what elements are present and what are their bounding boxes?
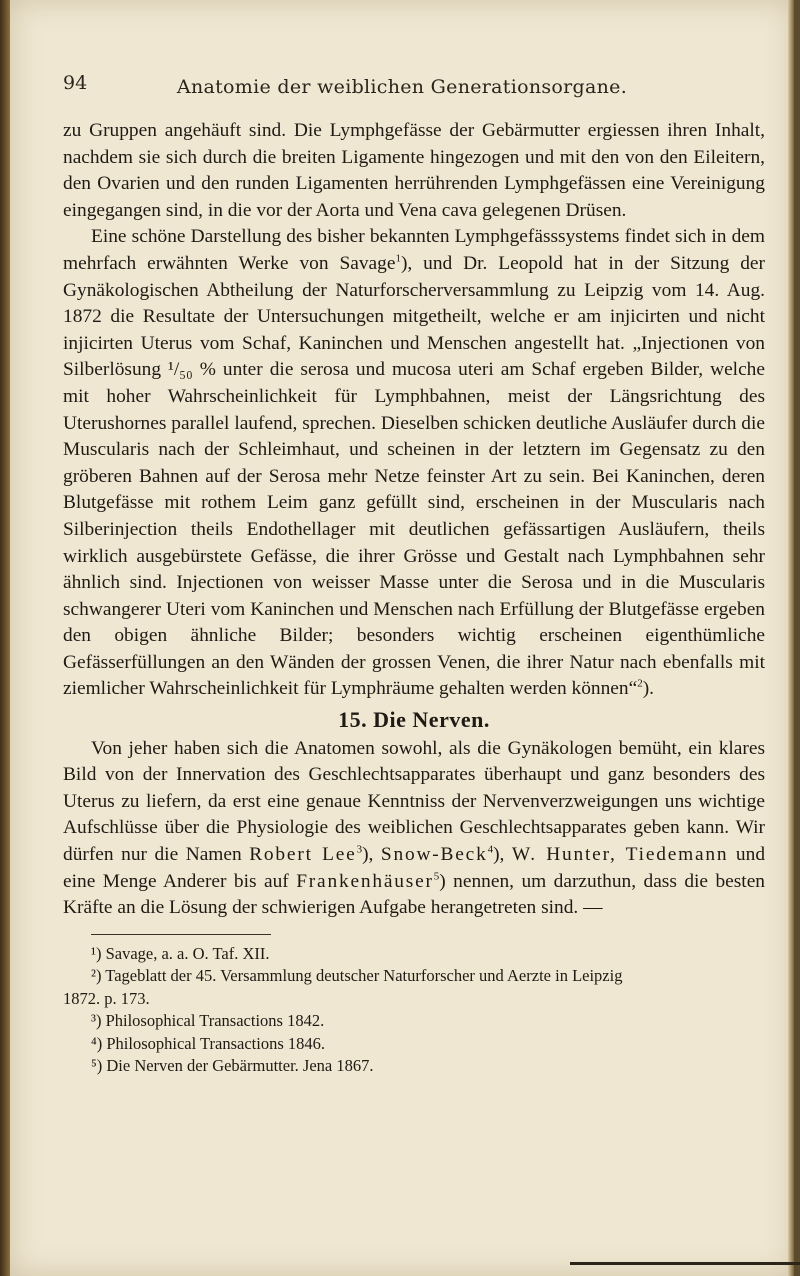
book-page: [10, 0, 794, 1276]
section-heading: 15. Die Nerven.: [338, 707, 490, 733]
footnote: ³) Philosophical Transactions 1842.: [91, 1011, 325, 1031]
binding-shadow: [570, 1262, 800, 1265]
text-run: ),: [493, 844, 512, 866]
footnote-ref-5: 5: [433, 870, 440, 883]
paragraph-lymph-vessels: zu Gruppen angehäuft sind. Die Lymphgefässe der Gebärmutter ergiessen ihren Inhalt, nachdem sie sich durch die breiten Ligamente hingezogen und mit den von den Eileitern, den Ovarien und den runden Ligamenten herrührenden Lymphgefässen eine Vereinigung eingegangen sind, in die vor der Aorta und Vena cava gelegenen Drüsen.: [63, 120, 765, 221]
footnote-ref-2: 2: [637, 678, 643, 690]
running-title: Anatomie der weiblichen Generationsorgane.: [176, 76, 628, 98]
book-gutter: [0, 0, 10, 1276]
footnote-ref-3: 3: [356, 843, 363, 856]
text-run: ).: [642, 678, 655, 700]
text-run: und eine Menge Anderer bis auf: [63, 844, 766, 892]
footnote-divider: [91, 934, 271, 935]
author-name: Snow-Beck: [380, 844, 488, 866]
footnote: ¹) Savage, a. a. O. Taf. XII.: [91, 943, 270, 963]
author-name: W. Hunter, Tiedemann: [511, 844, 729, 866]
author-name: Frankenhäuser: [296, 870, 434, 892]
footnote: ⁴) Philosophical Transactions 1846.: [91, 1033, 326, 1053]
fraction: ¹/₅₀ %: [168, 359, 216, 381]
footnote: ⁵) Die Nerven der Gebärmutter. Jena 1867.: [91, 1056, 374, 1076]
text-run: Von jeher haben sich die Anatomen sowohl, als die Gynäkologen bemüht, ein klares Bild von der Innervation des Geschlechtsapparates überhaupt und ganz besonders des Uterus zu liefern, da erst eine genaue Kenntniss der Nervenverzweigungen uns wichtige Aufschlüsse über die Physiologie des weiblichen Geschlechtsapparates geben kann. Wir dürfen nur die Namen: [63, 737, 765, 866]
author-name: Robert Lee: [249, 844, 357, 866]
page-edge: [788, 0, 794, 1276]
text-run: ) nennen, um darzuthun, dass die besten Kräfte an die Lösung der schwierigen Aufgabe herangetreten sind. —: [63, 870, 766, 919]
text-run: Eine schöne Darstellung des bisher bekannten Lymphgefässsystems findet sich in dem mehrfach erwähnten Werke von Savage: [63, 226, 765, 274]
footnote-ref-4: 4: [487, 843, 494, 856]
text-run: ),: [362, 844, 381, 866]
footnote-continuation: 1872. p. 173.: [63, 988, 150, 1008]
paragraph-savage-leopold: [63, 224, 765, 703]
text-run: unter die serosa und mucosa uteri am Schaf ergeben Bilder, welche mit hoher Wahrscheinlichkeit für Lymphbahnen, meist der Längsrichtung des Uterushornes parallel laufend, sprechen. Dieselben schicken deutliche Ausläufer durch die Muscularis nach der Schleimhaut, und scheinen in der letztern im Gegensatz zu den gröberen Bahnen auf der Serosa mehr Netze feinster Art zu sein. Bei Kaninchen, deren Blutgefässe mit rothem Leim ganz gefüllt sind, erscheinen in der Muscularis nach Silberinjection theils Endothellager mit deutlichen gefässartigen Ausläufern, theils wirklich ausgebürstete Gefässe, die ihrer Grösse und Gestalt nach Lymphbahnen sehr ähnlich sind. Injectionen von weisser Masse unter die Serosa und in die Muscularis schwangerer Uteri vom Kaninchen und Menschen nach Erfüllung der Blutgefässe ergeben den obigen ähnliche Bilder; besonders wichtig erscheinen eigenthümliche Gefässerfüllungen an den Wänden der grossen Venen, die ihrer Natur nach ebenfalls mit ziemlicher Wahrscheinlichkeit für Lymphräume gehalten werden können“: [63, 359, 765, 700]
page-body: [63, 118, 765, 1078]
footnote-ref-1: 1: [395, 252, 401, 265]
text-run: ), und Dr. Leopold hat in der Sitzung der Gynäkologischen Abtheilung der Naturforscherversammlung zu Leipzig vom 14. Aug. 1872 die Resultate der Untersuchungen mitgetheilt, welche er am injicirten und nicht injicirten Uterus vom Schaf, Kaninchen und Menschen angestellt hat. „Injectionen von Silberlösung: [63, 252, 765, 381]
page-number: 94: [63, 72, 88, 94]
footnote: ²) Tageblatt der 45. Versammlung deutscher Naturforscher und Aerzte in Leipzig: [91, 966, 623, 986]
footnotes: [63, 943, 765, 1078]
paragraph-nerves: [63, 736, 765, 922]
